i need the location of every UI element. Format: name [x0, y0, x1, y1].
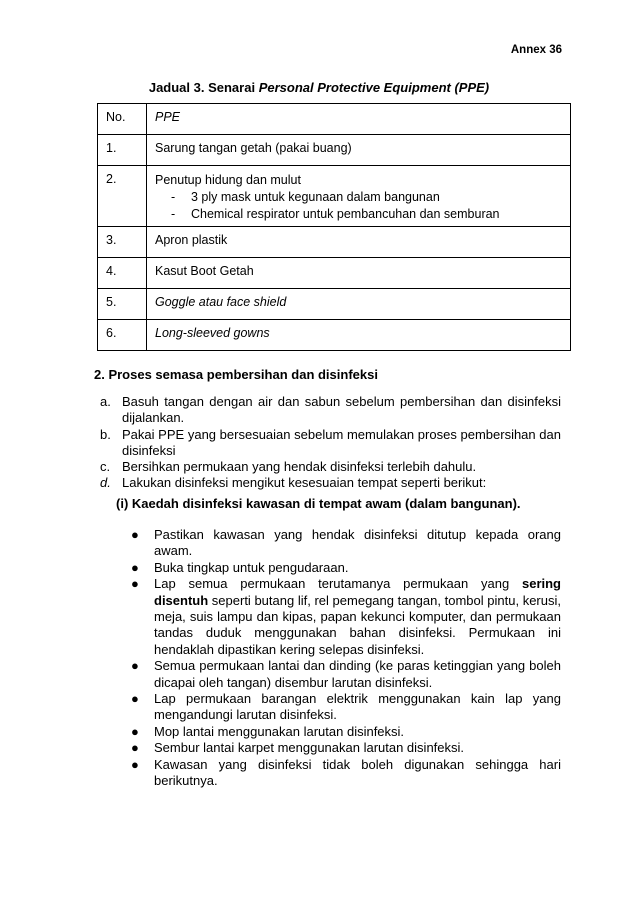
table-row	[98, 227, 571, 258]
row-text	[147, 166, 571, 227]
bullet-icon: ●	[131, 527, 139, 542]
row-text: Goggle atau face shield	[147, 289, 571, 320]
table-row	[98, 166, 571, 227]
list-item: ● Lap permukaan barangan elektrik menggunakan kain lap yang mengandungi larutan disinfeksi.	[131, 691, 561, 723]
list-item: ● Sembur lantai karpet menggunakan larutan disinfeksi.	[131, 740, 465, 756]
row-text: Sarung tangan getah (pakai buang)	[147, 135, 571, 166]
list-item: b. Pakai PPE yang bersesuaian sebelum memulakan proses pembersihan dan disinfeksi	[100, 426, 561, 458]
subsection-title: (i) Kaedah disinfeksi kawasan di tempat awam (dalam bangunan).	[116, 496, 521, 511]
row-no: 6.	[98, 320, 147, 351]
row-no: 5.	[98, 289, 147, 320]
row-no: 3.	[98, 227, 147, 258]
list-item: d. Lakukan disinfeksi mengikut kesesuaian tempat seperti berikut:	[100, 475, 487, 491]
ppe-table	[97, 103, 571, 351]
bullet-icon: ●	[131, 576, 139, 592]
row-main-text: Penutup hidung dan mulut	[155, 173, 301, 187]
bullet-list	[131, 527, 561, 790]
row-text: Kasut Boot Getah	[147, 258, 571, 289]
list-item: ● Buka tingkap untuk pengudaraan.	[131, 559, 349, 575]
bullet-icon: ●	[131, 756, 139, 772]
header-ppe: PPE	[147, 104, 571, 135]
section-title: 2. Proses semasa pembersihan dan disinfeksi	[94, 367, 378, 382]
table-row	[98, 135, 571, 166]
list-item: ● Semua permukaan lantai dan dinding (ke paras ketinggian yang boleh dicapai oleh tangan) disembur larutan disinfeksi.	[131, 658, 561, 690]
row-text: Apron plastik	[147, 227, 571, 258]
table-title: Jadual 3. Senarai Personal Protective Equipment (PPE)	[148, 80, 490, 95]
list-item: ● Pastikan kawasan yang hendak disinfeksi ditutup kepada orang awam.	[131, 527, 561, 559]
list-item: a. Basuh tangan dengan air dan sabun sebelum pembersihan dan disinfeksi dijalankan.	[100, 394, 561, 426]
list-item: ● Lap semua permukaan terutamanya permukaan yang sering disentuh seperti butang lif, rel pemegang tangan, tombol pintu, kerusi, meja, suis lampu dan kipas, papan kekunci komputer, dan permukaan tandas duduk menggunakan bahan disinfeksi. Permukaan ini hendaklah dipastikan kering selepas disinfeksi.	[131, 576, 561, 657]
sub-item: - Chemical respirator untuk pembancuhan dan semburan	[171, 207, 500, 221]
bullet-icon: ●	[131, 740, 139, 756]
row-no: 4.	[98, 258, 147, 289]
bullet-icon: ●	[131, 658, 139, 674]
list-item: ● Kawasan yang disinfeksi tidak boleh digunakan sehingga hari berikutnya.	[131, 756, 561, 789]
row-no: 2.	[98, 166, 147, 227]
list-item: c. Bersihkan permukaan yang hendak disinfeksi terlebih dahulu.	[100, 459, 477, 475]
steps-list	[100, 394, 561, 492]
table-row	[98, 258, 571, 289]
header-no: No.	[98, 104, 147, 135]
annex-label: Annex 36	[510, 44, 562, 56]
list-item: ● Mop lantai menggunakan larutan disinfeksi.	[131, 723, 405, 739]
row-text: Long-sleeved gowns	[147, 320, 571, 351]
bullet-icon: ●	[131, 559, 139, 575]
table-header-row	[98, 104, 571, 135]
table-row	[98, 289, 571, 320]
bullet-icon: ●	[131, 723, 139, 739]
row-no: 1.	[98, 135, 147, 166]
table-row	[98, 320, 571, 351]
bullet-icon: ●	[131, 691, 139, 707]
sub-item: - 3 ply mask untuk kegunaan dalam bangunan	[171, 190, 440, 204]
